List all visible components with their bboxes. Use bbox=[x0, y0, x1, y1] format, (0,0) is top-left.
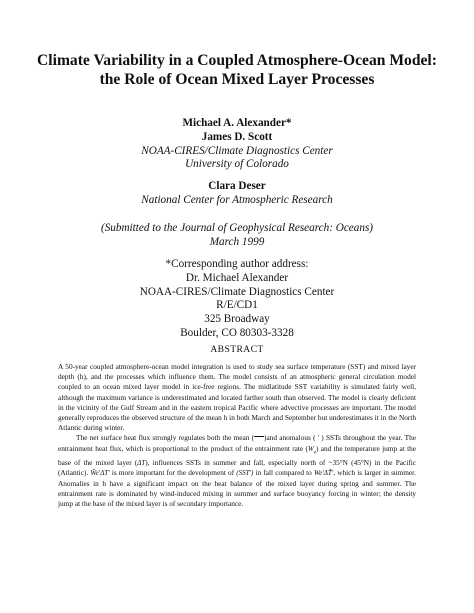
address-line-3: NOAA-CIRES/Climate Diagnostics Center bbox=[139, 285, 335, 298]
term-we-dtbar: We'ΔT̄' bbox=[313, 469, 334, 478]
submission-note bbox=[20, 222, 454, 250]
abstract-heading: ABSTRACT bbox=[210, 344, 264, 355]
author-alexander: Michael A. Alexander* bbox=[182, 117, 292, 129]
term-sst-anomaly: (SST') bbox=[236, 469, 254, 478]
abstract-paragraph-1: A 50-year coupled atmosphere-ocean model integration is used to study sea surface temperature (SST) and mixed layer depth (h), and the processes which influence them. The model consists of an atmospheric general circulation model coupled to an ocean mixed layer model in ice-free regions. The midlatitude SST variability is simulated fairly well, although the maximum variance is underestimated and located farther south than observed. The model is clearly deficient in the vicinity of the Gulf Stream and in the eastern tropical Pacific where advective processes are important. The model generally reproduces the observed structure of the mean h in both March and September but underestimates it in the North Atlantic during winter. bbox=[58, 362, 416, 433]
address-line-4: R/E/CD1 bbox=[216, 299, 258, 312]
abstract-p2-part-f: in fall compared to bbox=[255, 468, 312, 478]
abstract-p2-part-e: is more important for the development of bbox=[111, 468, 235, 478]
author-scott: James D. Scott bbox=[201, 130, 273, 143]
submission-date: March 1999 bbox=[209, 235, 265, 248]
abstract-p2-part-d: ), influences SSTs in summer and fall, especially north of ~35°N (45°N) in the Pacific (Atlantic). bbox=[58, 458, 416, 478]
term-we-dt: W̄e'ΔT' bbox=[90, 469, 110, 478]
address-line-2: Dr. Michael Alexander bbox=[185, 271, 289, 284]
affiliation-noaa: NOAA-CIRES/Climate Diagnostics Center bbox=[141, 144, 333, 157]
corresponding-address bbox=[20, 258, 454, 341]
author-block-2 bbox=[20, 180, 454, 208]
affiliation-ncar: National Center for Atmospheric Research bbox=[141, 193, 333, 206]
title-line-2: the Role of Ocean Mixed Layer Processes bbox=[99, 71, 375, 88]
temperature-jump-symbol: ΔT bbox=[137, 459, 146, 468]
abstract-p2-part-a: The net surface heat flux strongly regulates both the mean ( bbox=[76, 433, 255, 443]
address-line-1: *Corresponding author address: bbox=[165, 258, 309, 270]
abstract-p2-part-g: , which is larger in summer. Anomalies in h have a significant impact on the heat balance of the mixed layer during spring and summer. The entrainment rate is dominated by wind-induced mixing in summer and surface buoyancy forcing in winter; the density jump at the base of the mixed layer is of secondary importance. bbox=[58, 468, 417, 509]
abstract-p2-part-b: )and anomalous ( ' ) SSTs throughout the year. The entrainment heat flux, which is proportional to the product of the entrainment rate ( bbox=[58, 433, 416, 453]
address-line-6: Boulder, CO 80303-3328 bbox=[180, 326, 294, 339]
title-line-1: Climate Variability in a Coupled Atmosphere-Ocean Model: bbox=[37, 52, 437, 69]
author-block-1 bbox=[20, 117, 454, 172]
paper-title bbox=[20, 51, 454, 89]
entrainment-rate-symbol: $W_e$ bbox=[307, 444, 317, 456]
author-deser: Clara Deser bbox=[208, 180, 266, 192]
address-line-5: 325 Broadway bbox=[204, 313, 270, 326]
affiliation-colorado: University of Colorado bbox=[185, 158, 289, 171]
submission-journal: (Submitted to the Journal of Geophysical Research: Oceans) bbox=[100, 222, 374, 234]
abstract-paragraph-2 bbox=[58, 433, 416, 509]
abstract-p2-part-c: ) and the temperature jump at the base of the mixed layer ( bbox=[58, 443, 416, 468]
overbar-symbol bbox=[254, 436, 264, 442]
abstract-body bbox=[58, 362, 416, 509]
